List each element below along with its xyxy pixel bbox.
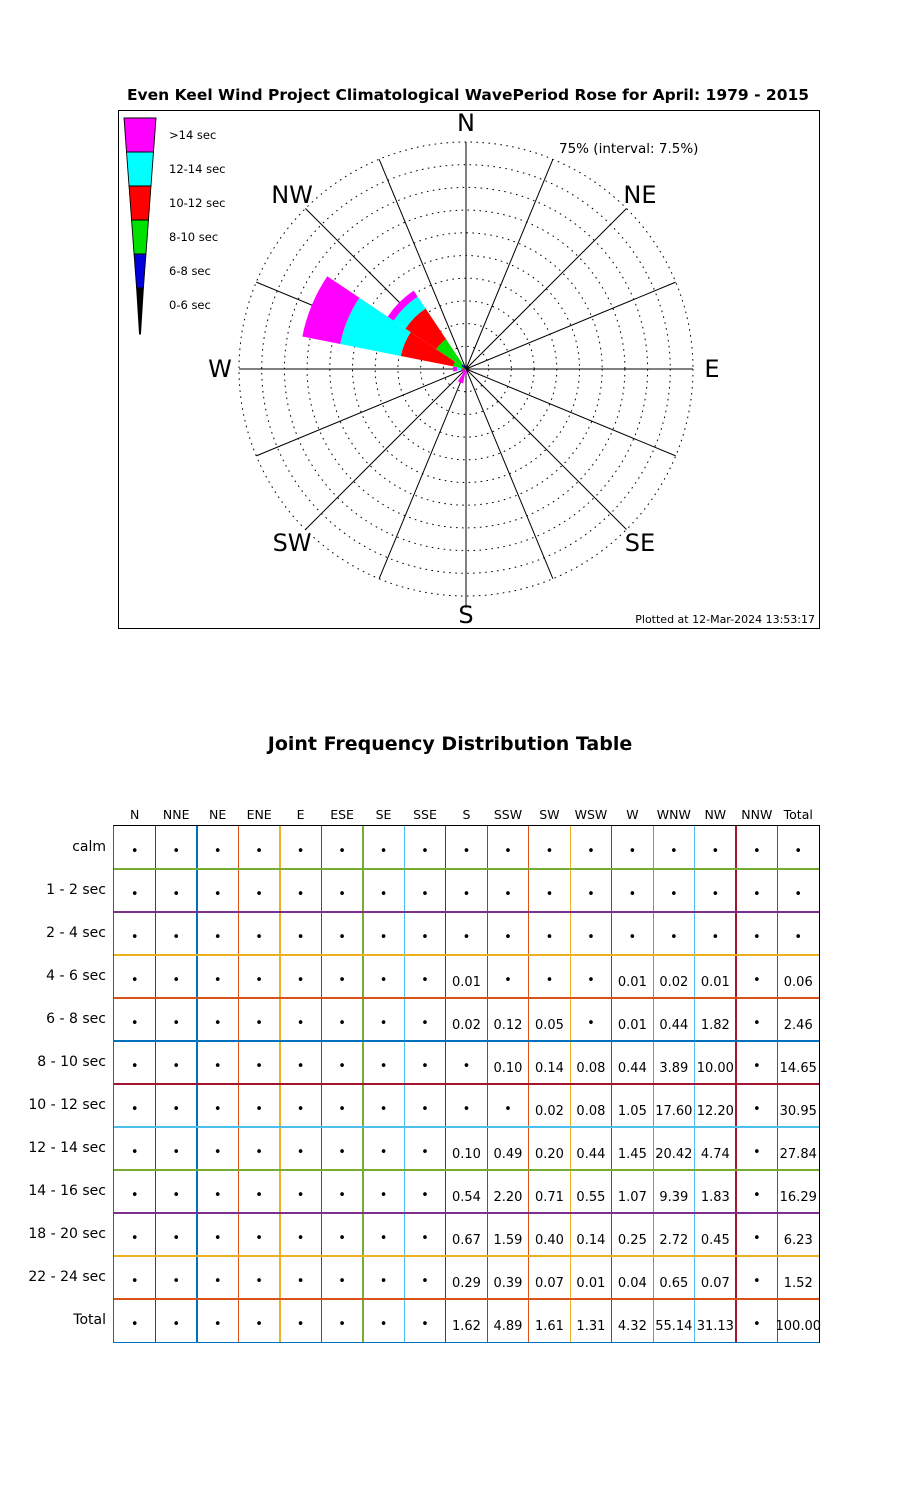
radial-line [379, 369, 466, 579]
column-header: NE [209, 807, 227, 822]
table-cell-value: 1.07 [617, 1190, 647, 1205]
column-header: NNE [162, 807, 190, 822]
table-cell-value: 0.12 [493, 1018, 523, 1033]
table-cell-value: 6.23 [783, 1233, 813, 1248]
table-cell-value: • [130, 1059, 139, 1074]
table-cell-value: 0.49 [493, 1147, 523, 1162]
table-cell-value: • [296, 1059, 305, 1074]
table-cell-value: 0.01 [700, 975, 730, 990]
table-cell-value: • [379, 973, 388, 988]
table-cell-value: 0.02 [659, 975, 689, 990]
table-cell-value: 0.14 [534, 1061, 564, 1076]
table-cell-value: • [172, 1317, 181, 1332]
table-cell-value: • [379, 1274, 388, 1289]
table-cell-value: • [587, 973, 595, 988]
legend-label: 12-14 sec [169, 162, 226, 176]
table-cell-value: • [213, 844, 222, 859]
table-cell-value: • [255, 1274, 263, 1289]
row-label: 14 - 16 sec [28, 1183, 106, 1199]
row-label: 18 - 20 sec [28, 1226, 106, 1242]
table-cell-value: • [421, 1059, 429, 1074]
table-cell-value: • [587, 1016, 595, 1031]
table-cell-value: 0.08 [576, 1104, 606, 1119]
table-cell-value: 17.60 [655, 1104, 693, 1119]
radial-line [466, 369, 627, 530]
table-cell-value: • [338, 1188, 346, 1203]
table-cell-value: 0.54 [452, 1190, 481, 1205]
table-cell-value: • [545, 887, 554, 902]
table-cell-value: 1.59 [493, 1233, 523, 1248]
table-cell-value: • [794, 930, 803, 945]
table-cell-value: 1.62 [452, 1319, 481, 1334]
legend-label: 10-12 sec [169, 196, 226, 210]
table-cell-value: • [338, 1231, 346, 1246]
table-cell-value: • [172, 887, 181, 902]
table-cell-value: 0.65 [659, 1276, 689, 1291]
table-cell-value: • [172, 1102, 181, 1117]
radial-line [305, 369, 466, 530]
table-cell-value: • [752, 887, 761, 902]
row-label: 8 - 10 sec [37, 1054, 106, 1070]
table-cell-value: 0.44 [576, 1147, 606, 1162]
column-header: WSW [574, 807, 608, 822]
table-cell-value: 55.14 [655, 1319, 693, 1334]
table-cell-value: • [545, 973, 554, 988]
table-cell-value: 0.01 [617, 1018, 647, 1033]
table-cell-value: • [172, 1274, 181, 1289]
column-header: SSW [493, 807, 523, 822]
table-cell-value: 100.00 [775, 1319, 821, 1334]
legend-swatch [134, 254, 146, 288]
table-cell-value: • [421, 887, 429, 902]
table-cell-value: • [172, 1016, 181, 1031]
table-cell-value: • [379, 1188, 388, 1203]
table-cell-value: 16.29 [779, 1190, 817, 1205]
table-cell-value: 0.01 [576, 1276, 606, 1291]
row-label: 22 - 24 sec [28, 1269, 106, 1285]
table-cell-value: • [421, 1274, 429, 1289]
table-cell-value: • [338, 973, 346, 988]
table-cell-value: • [338, 1016, 346, 1031]
table-cell-value: • [752, 1145, 761, 1160]
table-cell-value: 9.39 [659, 1190, 689, 1205]
table-cell-value: • [504, 887, 512, 902]
table-cell-value: • [338, 1145, 346, 1160]
table-cell-value: 14.65 [779, 1061, 817, 1076]
table-cell-value: 27.84 [779, 1147, 817, 1162]
table-cell-value: • [338, 887, 346, 902]
table-cell-value: • [421, 1231, 429, 1246]
table-cell-value: • [296, 1145, 305, 1160]
table-cell-value: • [296, 1274, 305, 1289]
table-cell-value: • [421, 973, 429, 988]
table-cell-value: • [338, 844, 346, 859]
table-cell-value: • [711, 844, 720, 859]
table-cell-value: • [130, 973, 139, 988]
table-cell-value: • [421, 930, 429, 945]
radial-line [466, 208, 627, 369]
rose-petal-segment [453, 366, 457, 371]
column-header: W [626, 807, 639, 822]
table-cell-value: • [752, 973, 761, 988]
table-cell-value: • [213, 930, 222, 945]
table-cell-value: • [752, 930, 761, 945]
table-cell-value: 0.06 [783, 975, 813, 990]
table-cell-value: • [255, 1188, 263, 1203]
table-cell-value: • [213, 887, 222, 902]
table-cell-value: • [255, 1145, 263, 1160]
table-cell-value: 0.55 [576, 1190, 606, 1205]
legend-swatch [137, 288, 144, 334]
table-cell-value: • [752, 1016, 761, 1031]
table-cell-value: 0.29 [452, 1276, 481, 1291]
table-cell-value: • [296, 844, 305, 859]
table-cell-value: • [213, 1145, 222, 1160]
table-cell-value: • [213, 1231, 222, 1246]
table-cell-value: • [172, 1145, 181, 1160]
compass-label: E [704, 355, 720, 383]
table-cell-value: • [711, 887, 720, 902]
table-cell-value: • [504, 973, 512, 988]
table-cell-value: • [752, 1059, 761, 1074]
table-cell-value: • [255, 1231, 263, 1246]
table-cell-value: 10.00 [696, 1061, 734, 1076]
table-cell-value: • [379, 1145, 388, 1160]
table-cell-value: • [130, 887, 139, 902]
compass-label: NE [623, 181, 657, 210]
table-cell-value: • [794, 844, 803, 859]
table-cell-value: 0.71 [534, 1190, 564, 1205]
table-cell-value: 1.45 [617, 1147, 647, 1162]
table-cell-value: • [379, 887, 388, 902]
table-cell-value: • [172, 1188, 181, 1203]
table-cell-value: • [421, 1102, 429, 1117]
table-cell-value: 0.02 [452, 1018, 481, 1033]
table-cell-value: 0.08 [576, 1061, 606, 1076]
column-header: NNW [741, 807, 773, 822]
table-cell-value: • [172, 1059, 181, 1074]
column-header: WNW [656, 807, 691, 822]
column-header: E [296, 807, 305, 822]
table-cell-value: • [213, 1274, 222, 1289]
legend-label: 6-8 sec [169, 264, 211, 278]
table-cell-value: 0.10 [452, 1147, 481, 1162]
table-cell-value: • [296, 1188, 305, 1203]
row-label: 2 - 4 sec [46, 925, 106, 941]
table-cell-value: • [421, 844, 429, 859]
legend-swatch [127, 152, 154, 186]
table-cell-value: • [752, 1317, 761, 1332]
table-cell-value: • [379, 1016, 388, 1031]
table-cell-value: • [130, 1317, 139, 1332]
legend-label: 8-10 sec [169, 230, 219, 244]
table-cell-value: • [628, 844, 637, 859]
row-label: 6 - 8 sec [46, 1011, 106, 1027]
table-cell-value: • [255, 1102, 263, 1117]
table-cell-value: • [296, 930, 305, 945]
column-header: S [462, 807, 471, 822]
compass-label: SE [624, 528, 656, 557]
table-cell-value: • [587, 887, 595, 902]
table-cell-value: 0.07 [534, 1276, 564, 1291]
table-cell-value: • [338, 1102, 346, 1117]
table-cell-value: 2.72 [659, 1233, 689, 1248]
compass-label: S [458, 601, 474, 628]
table-cell-value: • [255, 1016, 263, 1031]
table-cell-value: 0.14 [576, 1233, 606, 1248]
row-label: 10 - 12 sec [28, 1097, 106, 1113]
table-cell-value: 1.82 [700, 1018, 730, 1033]
table-cell-value: • [462, 1102, 471, 1117]
table-cell-value: 0.25 [617, 1233, 647, 1248]
table-cell-value: • [752, 1231, 761, 1246]
legend-swatch [132, 220, 149, 254]
table-cell-value: • [172, 1231, 181, 1246]
table-cell-value: • [172, 930, 181, 945]
radial-line [256, 369, 466, 456]
table-cell-value: • [545, 844, 554, 859]
table-cell-value: 4.89 [493, 1319, 523, 1334]
table-cell-value: • [421, 1016, 429, 1031]
compass-label: NW [271, 181, 313, 210]
table-cell-value: • [296, 1102, 305, 1117]
table-cell-value: • [504, 930, 512, 945]
table-cell-value: • [462, 887, 471, 902]
table-cell-value: 1.52 [783, 1276, 813, 1291]
table-cell-value: • [711, 930, 720, 945]
table-cell-value: • [504, 844, 512, 859]
table-cell-value: • [379, 1231, 388, 1246]
table-cell-value: 0.10 [493, 1061, 523, 1076]
table-cell-value: 0.39 [493, 1276, 523, 1291]
radial-line [466, 369, 553, 579]
column-header: SE [375, 807, 392, 822]
table-cell-value: 1.61 [534, 1319, 564, 1334]
table-cell-value: 2.46 [783, 1018, 813, 1033]
table-cell-value: • [296, 1317, 305, 1332]
table-cell-value: 4.32 [617, 1319, 647, 1334]
table-cell-value: 3.89 [659, 1061, 689, 1076]
table-cell-value: • [130, 930, 139, 945]
row-label: calm [72, 839, 106, 855]
column-header: N [130, 807, 140, 822]
column-header: NW [704, 807, 727, 822]
legend-swatch [124, 118, 156, 152]
table-cell-value: 0.67 [452, 1233, 481, 1248]
table-cell-value: 0.04 [617, 1276, 647, 1291]
column-header: ENE [246, 807, 272, 822]
table-cell-value: • [504, 1102, 512, 1117]
table-cell-value: • [296, 1231, 305, 1246]
table-cell-value: • [130, 1102, 139, 1117]
table-cell-value: 0.01 [617, 975, 647, 990]
table-cell-value: • [255, 1059, 263, 1074]
table-cell-value: • [255, 930, 263, 945]
table-cell-value: • [379, 930, 388, 945]
table-cell-value: • [255, 844, 263, 859]
table-cell-value: • [752, 1274, 761, 1289]
table-cell-value: • [338, 930, 346, 945]
table-title: Joint Frequency Distribution Table [267, 733, 633, 755]
table-cell-value: • [172, 973, 181, 988]
legend-label: >14 sec [169, 128, 217, 142]
table-cell-value: 0.07 [700, 1276, 730, 1291]
table-cell-value: • [130, 1016, 139, 1031]
table-cell-value: • [545, 930, 554, 945]
column-header: ESE [330, 807, 354, 822]
table-cell-value: • [255, 973, 263, 988]
compass-label: W [208, 355, 232, 383]
table-cell-value: • [670, 930, 678, 945]
table-cell-value: • [379, 844, 388, 859]
table-cell-value: • [130, 1274, 139, 1289]
table-cell-value: 0.44 [617, 1061, 647, 1076]
joint-frequency-table [28, 807, 821, 1343]
table-cell-value: • [752, 1188, 761, 1203]
table-cell-value: • [587, 844, 595, 859]
table-cell-value: • [628, 887, 637, 902]
table-cell-value: • [462, 930, 471, 945]
table-cell-value: 20.42 [655, 1147, 693, 1162]
table-cell-value: 1.05 [617, 1104, 647, 1119]
radial-line [466, 159, 553, 369]
column-header: Total [783, 807, 813, 822]
table-cell-value: • [213, 1059, 222, 1074]
row-label: 12 - 14 sec [28, 1140, 106, 1156]
table-cell-value: • [421, 1188, 429, 1203]
table-cell-value: • [752, 1102, 761, 1117]
table-cell-value: • [213, 1102, 222, 1117]
table-cell-value: • [670, 844, 678, 859]
table-cell-value: 0.05 [534, 1018, 564, 1033]
legend-label: 0-6 sec [169, 298, 211, 312]
table-cell-value: 1.83 [700, 1190, 730, 1205]
compass-label: SW [272, 528, 312, 557]
table-cell-value: • [670, 887, 678, 902]
table-cell-value: • [255, 887, 263, 902]
table-cell-value: 0.40 [534, 1233, 564, 1248]
table-cell-value: • [130, 1231, 139, 1246]
table-cell-value: 0.02 [534, 1104, 564, 1119]
table-cell-value: • [421, 1317, 429, 1332]
table-cell-value: • [462, 1059, 471, 1074]
table-cell-value: • [462, 844, 471, 859]
table-cell-value: • [379, 1102, 388, 1117]
table-cell-value: • [172, 844, 181, 859]
table-cell-value: 1.31 [576, 1319, 606, 1334]
legend-swatch [129, 186, 151, 220]
table-cell-value: • [130, 1188, 139, 1203]
plotted-at-timestamp: Plotted at 12-Mar-2024 13:53:17 [635, 613, 815, 626]
table-cell-value: 0.44 [659, 1018, 689, 1033]
table-cell-value: 12.20 [696, 1104, 734, 1119]
table-cell-value: • [338, 1059, 346, 1074]
table-cell-value: • [338, 1274, 346, 1289]
table-cell-value: 0.45 [700, 1233, 730, 1248]
table-cell-value: • [213, 1317, 222, 1332]
table-cell-value: • [587, 930, 595, 945]
table-cell-value: • [213, 1016, 222, 1031]
table-cell-value: • [338, 1317, 346, 1332]
table-cell-value: • [255, 1317, 263, 1332]
table-cell-value: • [628, 930, 637, 945]
radial-line [466, 369, 676, 456]
table-cell-value: • [213, 1188, 222, 1203]
table-cell-value: 0.20 [534, 1147, 564, 1162]
table-cell-value: • [213, 973, 222, 988]
column-header: SW [539, 807, 560, 822]
table-cell-value: • [130, 844, 139, 859]
table-cell-value: • [130, 1145, 139, 1160]
row-label: 4 - 6 sec [46, 968, 106, 984]
wave-rose-chart [119, 111, 819, 628]
radial-line [466, 282, 676, 369]
row-label: 1 - 2 sec [46, 882, 106, 898]
table-cell-value: • [794, 887, 803, 902]
table-cell-value: 31.13 [696, 1319, 734, 1334]
table-cell-value: 30.95 [779, 1104, 817, 1119]
rose-plot-box [118, 110, 820, 629]
table-cell-value: 4.74 [700, 1147, 730, 1162]
table-cell-value: • [296, 973, 305, 988]
column-header: SSE [413, 807, 437, 822]
compass-label: N [457, 111, 475, 137]
rose-title: Even Keel Wind Project Climatological WavePeriod Rose for April: 1979 - 2015 [126, 86, 810, 104]
table-cell-value: • [379, 1059, 388, 1074]
table-cell-value: • [421, 1145, 429, 1160]
table-cell-value: • [752, 844, 761, 859]
table-cell-value: 2.20 [493, 1190, 523, 1205]
table-cell-value: • [296, 887, 305, 902]
table-cell-value: • [296, 1016, 305, 1031]
row-label: Total [73, 1312, 106, 1328]
ring-interval-label: 75% (interval: 7.5%) [559, 141, 699, 157]
table-cell-value: • [379, 1317, 388, 1332]
table-cell-value: 0.01 [452, 975, 481, 990]
